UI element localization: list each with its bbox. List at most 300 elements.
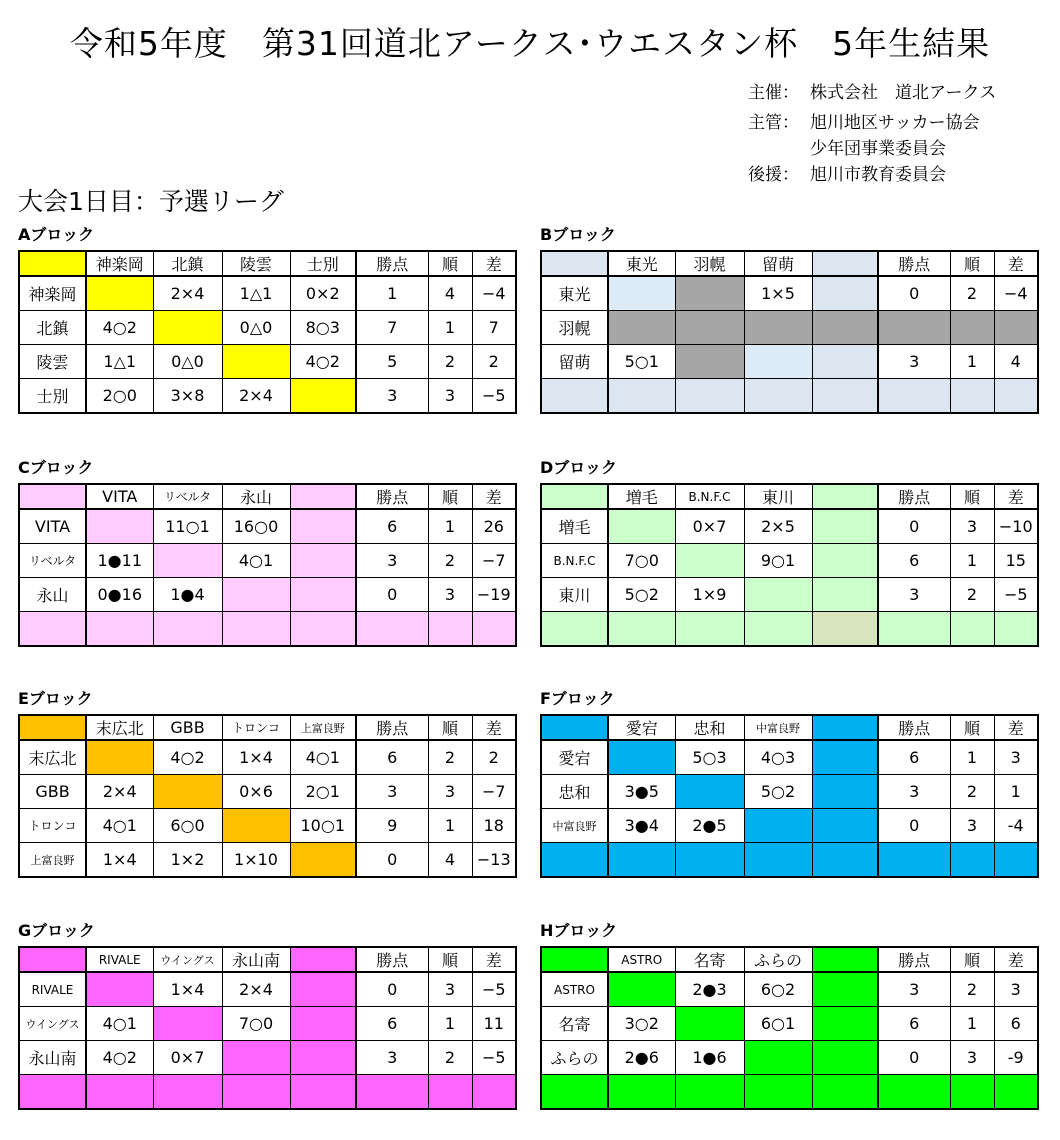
organizer-role: 後援：	[748, 165, 799, 185]
result-cell	[86, 1075, 153, 1110]
result-cell	[428, 612, 472, 647]
result-cell: 5○2	[608, 578, 675, 612]
header-cell: 羽幌	[675, 251, 744, 276]
result-cell	[675, 311, 744, 345]
result-cell	[86, 740, 153, 775]
block-label: Cブロック	[18, 458, 94, 477]
result-cell	[153, 612, 222, 647]
table-row	[541, 544, 1038, 578]
result-cell: 7	[472, 311, 516, 345]
result-cell: 16○0	[222, 509, 290, 544]
result-cell: −13	[472, 843, 516, 878]
result-cell	[744, 809, 812, 843]
result-cell: 1×9	[675, 578, 744, 612]
result-cell: 3	[356, 1041, 428, 1075]
team-name-cell: ASTRO	[541, 972, 608, 1007]
team-name-cell: 陵雲	[19, 345, 86, 379]
result-cell: 4○1	[222, 544, 290, 578]
header-cell: 順	[428, 715, 472, 740]
result-cell: 4	[994, 345, 1038, 379]
header-cell: 差	[994, 484, 1038, 509]
result-cell: 0	[878, 509, 950, 544]
result-cell	[290, 509, 356, 544]
block-label: Bブロック	[540, 225, 616, 244]
header-cell	[19, 947, 86, 972]
result-cell	[744, 578, 812, 612]
result-cell: −5	[994, 578, 1038, 612]
header-cell	[290, 947, 356, 972]
team-name-cell: ウイングス	[19, 1007, 86, 1041]
table-header-row	[19, 484, 516, 509]
result-cell: 6	[356, 740, 428, 775]
result-cell: 26	[472, 509, 516, 544]
result-cell	[878, 1075, 950, 1110]
result-cell	[812, 311, 878, 345]
header-cell: リベルタ	[153, 484, 222, 509]
result-cell: 2●5	[675, 809, 744, 843]
result-cell	[290, 379, 356, 414]
team-name-cell: 北鎮	[19, 311, 86, 345]
result-cell	[950, 843, 994, 878]
result-cell	[878, 612, 950, 647]
result-cell: 3	[428, 972, 472, 1007]
result-cell: 2	[428, 1041, 472, 1075]
result-cell: 0△0	[153, 345, 222, 379]
team-name-cell: 永山	[19, 578, 86, 612]
organizer-line	[748, 160, 946, 185]
table-row	[541, 578, 1038, 612]
result-cell: 0×6	[222, 775, 290, 809]
header-cell: 勝点	[356, 715, 428, 740]
result-cell	[222, 612, 290, 647]
league-table	[540, 250, 1039, 414]
team-name-cell: 留萌	[541, 345, 608, 379]
result-cell: 3×8	[153, 379, 222, 414]
header-cell: 末広北	[86, 715, 153, 740]
team-name-cell: 増毛	[541, 509, 608, 544]
result-cell: 0	[356, 843, 428, 878]
header-cell: RIVALE	[86, 947, 153, 972]
result-cell: 2×5	[744, 509, 812, 544]
team-name-cell: リベルタ	[19, 544, 86, 578]
team-name-cell	[19, 612, 86, 647]
result-cell: 2×4	[86, 775, 153, 809]
result-cell: 11○1	[153, 509, 222, 544]
result-cell	[356, 612, 428, 647]
header-cell: 愛宕	[608, 715, 675, 740]
header-cell: 勝点	[356, 484, 428, 509]
result-cell	[994, 379, 1038, 414]
result-cell: 7	[356, 311, 428, 345]
result-cell: 1	[428, 509, 472, 544]
header-cell: ASTRO	[608, 947, 675, 972]
team-name-cell: 名寄	[541, 1007, 608, 1041]
result-cell: 5○3	[675, 740, 744, 775]
organizer-role: 主催：	[748, 83, 799, 103]
result-cell: 4○2	[290, 345, 356, 379]
organizer-name: 株式会社 道北アークス	[810, 83, 997, 103]
header-cell: 北鎮	[153, 251, 222, 276]
result-cell: 2●3	[675, 972, 744, 1007]
header-cell: 勝点	[878, 251, 950, 276]
result-cell: 0	[878, 809, 950, 843]
table-header-row	[19, 251, 516, 276]
result-cell: 2×4	[222, 972, 290, 1007]
result-cell	[812, 809, 878, 843]
result-cell	[222, 1075, 290, 1110]
header-cell: 差	[472, 947, 516, 972]
header-cell	[541, 251, 608, 276]
header-cell: 士別	[290, 251, 356, 276]
result-cell: 3	[950, 809, 994, 843]
result-cell: −4	[994, 276, 1038, 311]
result-cell	[153, 311, 222, 345]
organizer-name: 旭川市教育委員会	[810, 165, 946, 185]
team-name-cell: 愛宕	[541, 740, 608, 775]
result-cell	[675, 843, 744, 878]
result-cell	[812, 1007, 878, 1041]
result-cell: 1×10	[222, 843, 290, 878]
result-cell	[675, 544, 744, 578]
header-cell	[812, 715, 878, 740]
header-cell: 増毛	[608, 484, 675, 509]
table-row	[19, 345, 516, 379]
result-cell: 3●5	[608, 775, 675, 809]
result-cell: 0●16	[86, 578, 153, 612]
result-cell	[86, 509, 153, 544]
header-cell: 順	[428, 251, 472, 276]
result-cell	[675, 1075, 744, 1110]
header-cell: トロンコ	[222, 715, 290, 740]
result-cell	[675, 276, 744, 311]
header-cell	[541, 484, 608, 509]
table-row	[541, 843, 1038, 878]
table-header-row	[541, 251, 1038, 276]
result-cell: 3	[356, 775, 428, 809]
header-cell: 順	[950, 484, 994, 509]
result-cell	[153, 544, 222, 578]
league-table	[18, 250, 517, 414]
organizer-role: 主管：	[748, 113, 799, 133]
header-cell: 勝点	[356, 251, 428, 276]
result-cell: 6○1	[744, 1007, 812, 1041]
result-cell: 2	[950, 276, 994, 311]
header-cell: 順	[950, 947, 994, 972]
result-cell: 3	[878, 972, 950, 1007]
block-label: Fブロック	[540, 689, 615, 708]
result-cell: 6	[356, 509, 428, 544]
block-label: Gブロック	[18, 921, 95, 940]
header-cell	[812, 947, 878, 972]
team-name-cell	[541, 843, 608, 878]
header-cell: 留萌	[744, 251, 812, 276]
result-cell	[744, 843, 812, 878]
result-cell	[812, 345, 878, 379]
result-cell	[608, 276, 675, 311]
team-name-cell: GBB	[19, 775, 86, 809]
result-cell: 6	[878, 740, 950, 775]
team-name-cell: 忠和	[541, 775, 608, 809]
result-cell: 0×2	[290, 276, 356, 311]
table-header-row	[19, 947, 516, 972]
result-cell	[812, 578, 878, 612]
result-cell: 6	[994, 1007, 1038, 1041]
table-row	[19, 311, 516, 345]
result-cell	[675, 1007, 744, 1041]
section-subtitle: 大会1日目：予選リーグ	[18, 187, 284, 216]
result-cell	[356, 1075, 428, 1110]
result-cell: 15	[994, 544, 1038, 578]
result-cell: −5	[472, 972, 516, 1007]
header-cell: 順	[950, 251, 994, 276]
header-cell: 上富良野	[290, 715, 356, 740]
table-header-row	[541, 715, 1038, 740]
result-cell: 0	[878, 1041, 950, 1075]
result-cell	[428, 1075, 472, 1110]
result-cell: 1●11	[86, 544, 153, 578]
result-cell: 1	[950, 544, 994, 578]
team-name-cell: ふらの	[541, 1041, 608, 1075]
result-cell	[812, 379, 878, 414]
table-row	[19, 544, 516, 578]
table-row	[541, 775, 1038, 809]
result-cell: 4○2	[153, 740, 222, 775]
block-label: Eブロック	[18, 689, 93, 708]
result-cell: 1	[950, 345, 994, 379]
organizer-line	[748, 134, 946, 159]
header-cell: 名寄	[675, 947, 744, 972]
result-cell	[812, 1075, 878, 1110]
table-row	[541, 612, 1038, 647]
result-cell: 1●4	[153, 578, 222, 612]
result-cell: 6○2	[744, 972, 812, 1007]
team-name-cell	[541, 379, 608, 414]
result-cell: 1	[950, 1007, 994, 1041]
result-cell: 1	[994, 775, 1038, 809]
table-row	[541, 379, 1038, 414]
header-cell: 勝点	[878, 715, 950, 740]
result-cell: 4	[428, 276, 472, 311]
result-cell	[812, 276, 878, 311]
result-cell	[675, 775, 744, 809]
result-cell	[950, 379, 994, 414]
result-cell: 0	[356, 972, 428, 1007]
result-cell: 3○2	[608, 1007, 675, 1041]
result-cell: −4	[472, 276, 516, 311]
team-name-cell: トロンコ	[19, 809, 86, 843]
header-cell: 勝点	[878, 947, 950, 972]
result-cell: 0	[356, 578, 428, 612]
result-cell	[994, 843, 1038, 878]
table-row	[19, 578, 516, 612]
result-cell	[878, 843, 950, 878]
team-name-cell: VITA	[19, 509, 86, 544]
result-cell: 5	[356, 345, 428, 379]
league-table	[540, 483, 1039, 647]
header-cell	[19, 484, 86, 509]
result-cell	[153, 1007, 222, 1041]
result-cell	[608, 1075, 675, 1110]
team-name-cell: 末広北	[19, 740, 86, 775]
header-cell: 差	[472, 715, 516, 740]
team-name-cell: 士別	[19, 379, 86, 414]
result-cell	[290, 612, 356, 647]
result-cell	[290, 1075, 356, 1110]
result-cell	[812, 1041, 878, 1075]
table-row	[541, 740, 1038, 775]
result-cell: 2	[428, 740, 472, 775]
result-cell: 9○1	[744, 544, 812, 578]
result-cell	[950, 612, 994, 647]
organizer-name: 旭川地区サッカー協会	[810, 113, 980, 133]
block-label: Aブロック	[18, 225, 95, 244]
team-name-cell: 上富良野	[19, 843, 86, 878]
result-cell: 2	[950, 578, 994, 612]
result-cell	[675, 612, 744, 647]
result-cell: 0	[878, 276, 950, 311]
result-cell	[222, 578, 290, 612]
result-cell	[222, 1041, 290, 1075]
header-cell: 差	[994, 251, 1038, 276]
result-cell: 1×4	[86, 843, 153, 878]
table-header-row	[541, 484, 1038, 509]
result-cell: 3	[950, 509, 994, 544]
result-cell: 3	[994, 972, 1038, 1007]
header-cell: ウイングス	[153, 947, 222, 972]
header-cell: 差	[472, 484, 516, 509]
result-cell: 2	[428, 345, 472, 379]
result-cell	[675, 379, 744, 414]
result-cell	[153, 1075, 222, 1110]
result-cell	[744, 311, 812, 345]
result-cell	[812, 509, 878, 544]
result-cell: 4	[428, 843, 472, 878]
result-cell	[472, 612, 516, 647]
league-table	[540, 714, 1039, 878]
result-cell	[290, 544, 356, 578]
result-cell: 3	[878, 345, 950, 379]
header-cell	[19, 251, 86, 276]
result-cell: 2○1	[290, 775, 356, 809]
league-table	[18, 946, 517, 1110]
team-name-cell: 中富良野	[541, 809, 608, 843]
result-cell	[744, 612, 812, 647]
result-cell	[290, 1041, 356, 1075]
table-row	[541, 345, 1038, 379]
result-cell	[290, 972, 356, 1007]
result-cell: −10	[994, 509, 1038, 544]
result-cell: 3	[356, 544, 428, 578]
result-cell	[608, 311, 675, 345]
result-cell	[608, 843, 675, 878]
result-cell: 4○1	[290, 740, 356, 775]
table-row	[19, 775, 516, 809]
table-row	[541, 809, 1038, 843]
result-cell	[222, 809, 290, 843]
table-row	[541, 972, 1038, 1007]
result-cell: 2	[950, 775, 994, 809]
table-row	[19, 1075, 516, 1110]
header-cell: 勝点	[356, 947, 428, 972]
result-cell: 3●4	[608, 809, 675, 843]
result-cell: 3	[878, 578, 950, 612]
result-cell	[86, 612, 153, 647]
table-row	[19, 379, 516, 414]
result-cell	[86, 972, 153, 1007]
table-row	[19, 843, 516, 878]
table-header-row	[541, 947, 1038, 972]
result-cell: 0×7	[675, 509, 744, 544]
result-cell: 1△1	[222, 276, 290, 311]
header-cell: 東川	[744, 484, 812, 509]
result-cell	[290, 578, 356, 612]
result-cell	[812, 972, 878, 1007]
result-cell: 1	[428, 1007, 472, 1041]
result-cell	[812, 544, 878, 578]
block-label: Hブロック	[540, 921, 618, 940]
result-cell: 1△1	[86, 345, 153, 379]
result-cell: 1	[950, 740, 994, 775]
page-title: 令和5年度 第31回道北アークス･ウエスタン杯 5年生結果	[69, 24, 991, 63]
result-cell	[744, 345, 812, 379]
result-cell: 7○0	[608, 544, 675, 578]
result-cell: 0△0	[222, 311, 290, 345]
result-cell: −19	[472, 578, 516, 612]
result-cell	[153, 775, 222, 809]
result-cell: 1×4	[153, 972, 222, 1007]
table-row	[541, 311, 1038, 345]
table-row	[19, 1007, 516, 1041]
team-name-cell: 羽幌	[541, 311, 608, 345]
team-name-cell: 永山南	[19, 1041, 86, 1075]
result-cell: 4○1	[86, 1007, 153, 1041]
result-cell	[86, 276, 153, 311]
result-cell: 1×2	[153, 843, 222, 878]
header-cell: GBB	[153, 715, 222, 740]
header-cell: B.N.F.C	[675, 484, 744, 509]
result-cell	[950, 311, 994, 345]
header-cell	[812, 251, 878, 276]
table-row	[19, 276, 516, 311]
result-cell	[994, 311, 1038, 345]
result-cell	[812, 843, 878, 878]
result-cell	[744, 1041, 812, 1075]
table-row	[541, 509, 1038, 544]
team-name-cell: 東光	[541, 276, 608, 311]
result-cell: 3	[428, 379, 472, 414]
result-cell: 3	[428, 578, 472, 612]
header-cell: 順	[428, 947, 472, 972]
result-cell: 2	[950, 972, 994, 1007]
result-cell: 6	[878, 1007, 950, 1041]
result-cell	[994, 612, 1038, 647]
result-cell	[878, 379, 950, 414]
header-cell: 永山	[222, 484, 290, 509]
result-cell: −7	[472, 544, 516, 578]
header-cell	[541, 715, 608, 740]
result-cell: 2	[472, 740, 516, 775]
result-cell	[290, 1007, 356, 1041]
team-name-cell: 神楽岡	[19, 276, 86, 311]
result-cell: 4○2	[86, 311, 153, 345]
table-row	[19, 740, 516, 775]
table-header-row	[19, 715, 516, 740]
result-cell: 2×4	[153, 276, 222, 311]
result-cell: 4○2	[86, 1041, 153, 1075]
header-cell: 順	[950, 715, 994, 740]
block-label: Dブロック	[540, 458, 617, 477]
result-cell: 1	[356, 276, 428, 311]
